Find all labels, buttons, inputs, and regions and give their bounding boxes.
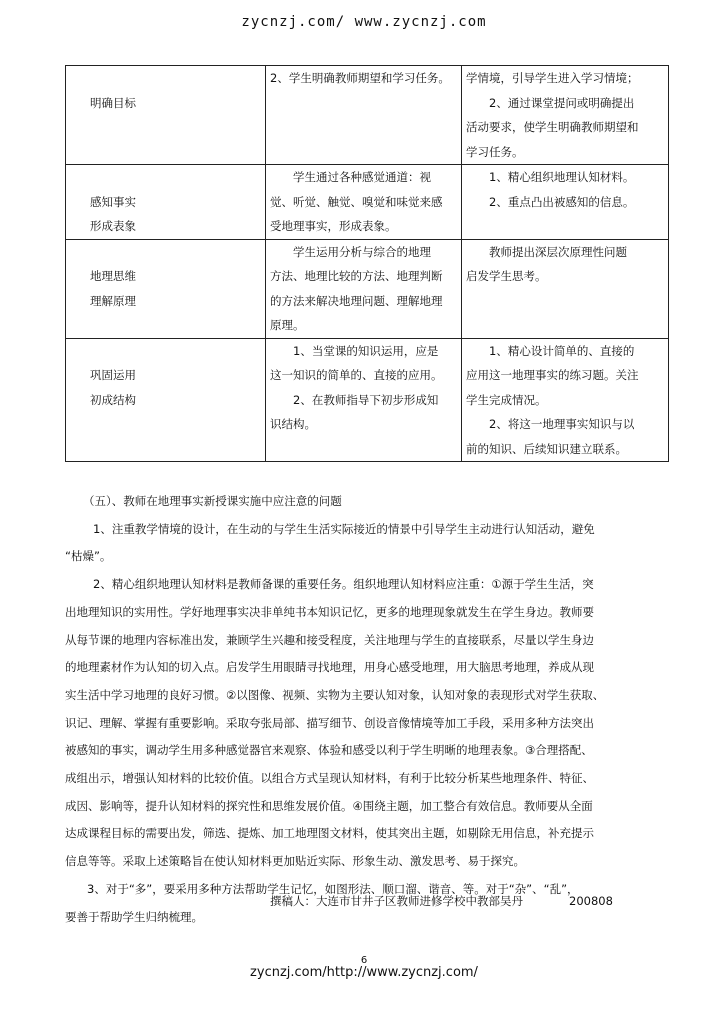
paragraph-line: 要善于帮助学生归纳梳理。	[65, 909, 203, 924]
paragraph-line: 成因、影响等，提升认知材料的探究性和思维发展价值。④围绕主题，加工整合有效信息。教师要从全面	[65, 798, 593, 813]
stage-line	[90, 240, 261, 265]
teacher-line: 2、通过课堂提问或明确提出	[489, 95, 635, 110]
stage-cell	[66, 239, 266, 338]
teacher-line: 应用这一地理事实的练习题。关注	[466, 368, 639, 382]
student-activity-cell	[266, 165, 462, 240]
stage-line: 明确目标	[90, 95, 136, 110]
student-line: 2、学生明确教师期望和学习任务。	[270, 71, 450, 85]
teacher-activity-cell	[462, 338, 669, 462]
paragraph-line: 出地理知识的实用性。学好地理事实决非单纯书本知识记忆，更多的地理现象就发生在学生身边。教师要	[65, 604, 594, 619]
teacher-line: 1、精心组织地理认知材料。	[489, 170, 635, 184]
teaching-process-table	[65, 65, 669, 462]
header-url: zycnzj.com/ www.zycnzj.com	[241, 14, 487, 30]
stage-line	[90, 66, 261, 91]
teacher-line: 学习任务。	[466, 144, 524, 159]
teacher-activity-cell	[462, 239, 669, 338]
student-line: 受地理事实，形成表象。	[270, 219, 397, 233]
stage-line: 感知事实	[90, 194, 136, 209]
paragraph-line: 被感知的事实，调动学生用多种感觉器官来观察、体验和感受以利于学生明晰的地理表象。③合理搭配、	[65, 743, 593, 758]
paragraph-line: 实生活中学习地理的良好习惯。②以图像、视频、实物为主要认知对象，认知对象的表现形式对学生获取、	[65, 687, 605, 702]
stage-line	[90, 339, 261, 364]
teacher-line: 启发学生思考。	[466, 269, 547, 283]
teacher-line: 1、精心设计简单的、直接的	[489, 343, 635, 358]
paragraph-line: 达成课程目标的需要出发，筛选、提炼、加工地理图文材料，使其突出主题，如剔除无用信息，补充提示	[65, 826, 594, 841]
student-line: 这一知识的简单的、直接的应用。	[270, 368, 443, 382]
stage-line: 地理思维	[90, 269, 136, 283]
body-text	[65, 488, 671, 931]
stage-cell	[66, 66, 266, 165]
table-row	[66, 66, 669, 165]
author-credit: 撰稿人：大连市甘井子区教师进修学校中教部吴丹	[270, 894, 523, 908]
student-line: 2、在教师指导下初步形成知	[293, 392, 439, 407]
teacher-line: 学生完成情况。	[466, 392, 547, 407]
table-row	[66, 165, 669, 240]
stage-line: 形成表象	[90, 219, 136, 233]
paragraph-line: 成组出示，增强认知材料的比较价值。以组合方式呈现认知材料，有利于比较分析某些地理条件、特征、	[65, 771, 594, 786]
student-line: 学生通过各种感觉通道：视	[293, 170, 431, 184]
teacher-activity-cell	[462, 66, 669, 165]
teacher-activity-cell	[462, 165, 669, 240]
paragraph-line: 识记、理解、掌握有重要影响。采取夸张局部、描写细节、创设音像情境等加工手段，采用多种方法突出	[65, 715, 594, 730]
stage-line: 理解原理	[90, 293, 136, 308]
student-activity-cell	[266, 239, 462, 338]
signature-line	[270, 893, 613, 909]
paragraph-line: 2、精心组织地理认知材料是教师备课的重要任务。组织地理认知材料应注重：①源于学生生活，突	[93, 577, 594, 592]
teacher-line: 活动要求，使学生明确教师期望和	[466, 120, 639, 134]
student-line: 识结构。	[270, 417, 316, 431]
table-row	[66, 239, 669, 338]
student-line: 学生运用分析与综合的地理	[293, 244, 431, 259]
student-line: 的方法来解决地理问题、理解地理	[270, 293, 443, 308]
teacher-line: 教师提出深层次原理性问题	[489, 244, 627, 259]
student-activity-cell	[266, 338, 462, 462]
student-line: 方法、地理比较的方法、地理判断	[270, 269, 443, 283]
stage-line: 初成结构	[90, 392, 136, 407]
student-line: 觉、听觉、触觉、嗅觉和味觉来感	[270, 194, 443, 209]
paragraph-line: 信息等等。采取上述策略旨在使认知材料更加贴近实际、形象生动、激发思考、易于探究。	[65, 854, 525, 869]
paragraph-line: 的地理素材作为认知的切入点。启发学生用眼睛寻找地理，用身心感受地理，用大脑思考地理，养成从现	[65, 660, 594, 675]
date-stamp: 200808	[569, 894, 613, 908]
teacher-line: 2、重点凸出被感知的信息。	[489, 194, 635, 209]
stage-line: 巩固运用	[90, 368, 136, 382]
student-activity-cell	[266, 66, 462, 165]
teacher-line: 前的知识、后续知识建立联系。	[466, 441, 627, 456]
student-line: 1、当堂课的知识运用，应是	[293, 343, 439, 358]
paragraph-line: 3、对于“多”，要采用多种方法帮助学生记忆，如图形法、顺口溜、谐音、等。对于“杂”、“乱”，	[87, 881, 579, 896]
stage-cell	[66, 338, 266, 462]
teacher-line: 2、将这一地理事实知识与以	[489, 417, 635, 431]
student-line: 原理。	[270, 318, 305, 332]
teacher-line: 学情境，引导学生进入学习情境；	[466, 71, 639, 85]
paragraph-line: 1、注重教学情境的设计，在生动的与学生生活实际接近的情景中引导学生主动进行认知活动，避免	[93, 521, 595, 536]
table-row	[66, 338, 669, 462]
stage-line	[90, 165, 261, 190]
stage-cell	[66, 165, 266, 240]
page-number: 6	[360, 955, 368, 966]
paragraph-line: 从每节课的地理内容标准出发，兼顾学生兴趣和接受程度，关注地理与学生的直接联系，尽量以学生身边	[65, 632, 594, 647]
paragraph-line: “枯燥”。	[65, 549, 112, 564]
footer-url: zycnzj.com/http://www.zycnzj.com/	[250, 965, 478, 980]
section-heading: （五）、教师在地理事实新授课实施中应注意的问题	[83, 494, 342, 508]
